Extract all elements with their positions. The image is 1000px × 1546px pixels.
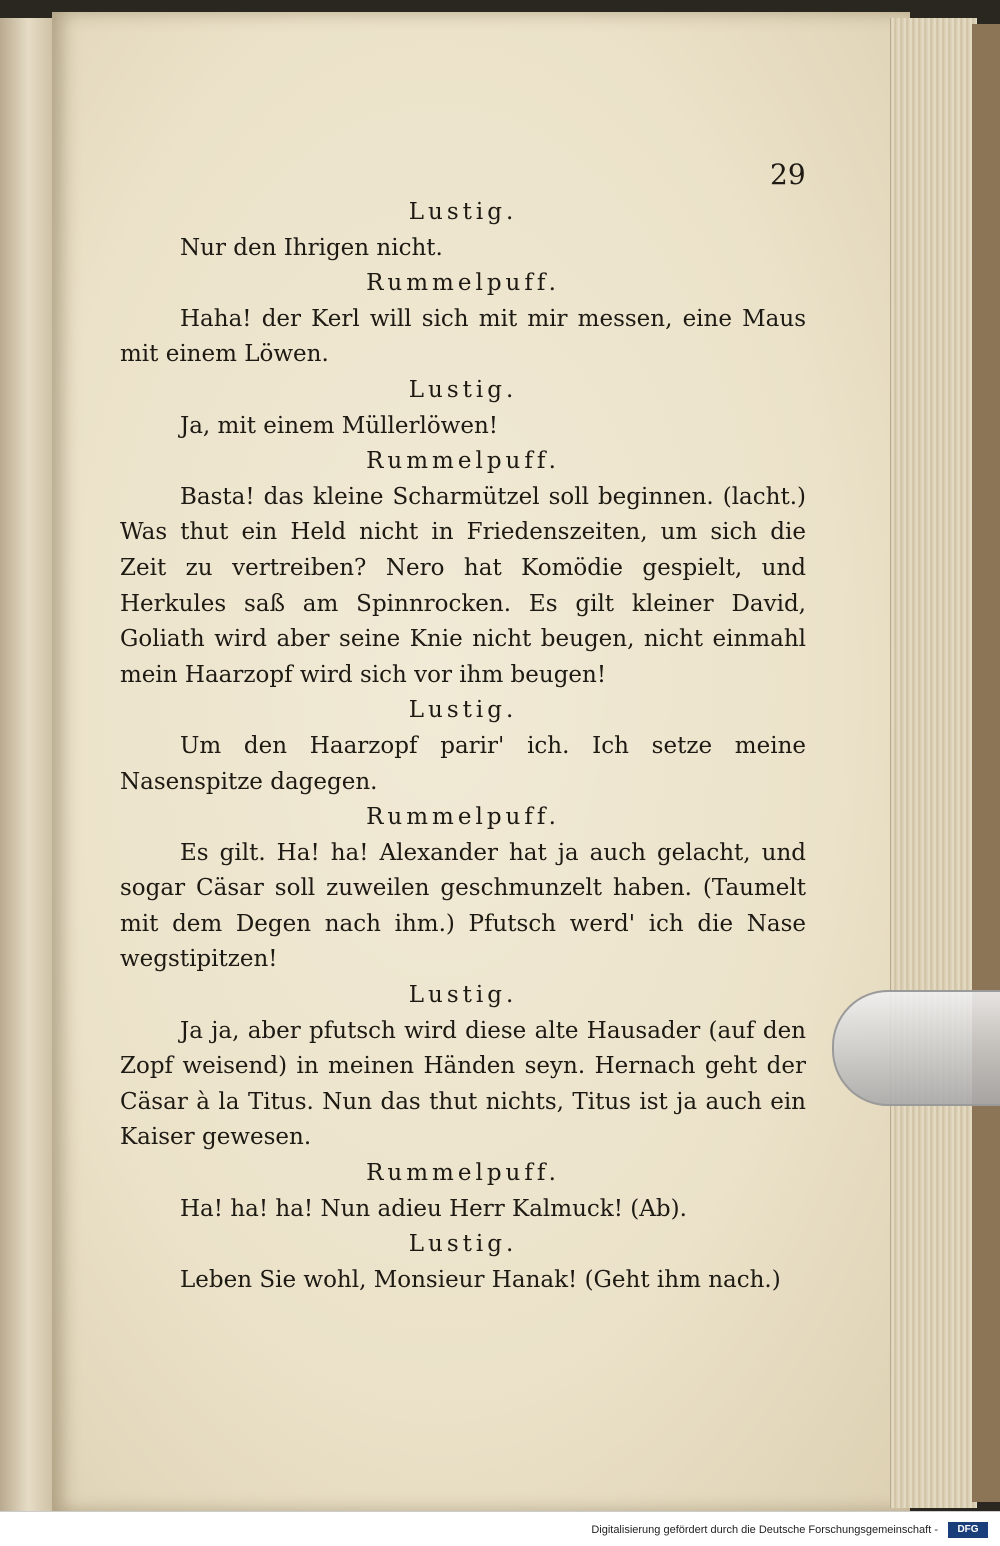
dialogue-line: Es gilt. Ha! ha! Alexander hat ja auch gelacht, und sogar Cäsar soll zuweilen geschmunzelt haben. (Taumelt mit dem Degen nach ihm.) Pfutsch werd' ich die Nase wegstipitzen! [120,839,806,973]
dialogue-line: Nur den Ihrigen nicht. [180,234,443,261]
speaker-name: Rummelpuff. [366,270,560,297]
page-stack-edge [890,18,977,1508]
dialogue-line: Ja ja, aber pfutsch wird diese alte Hausader (auf den Zopf weisend) in meinen Händen seyn. Hernach geht der Cäsar à la Titus. Nun das thut nichts, Titus ist ja auch ein Kaiser gewesen. [120,1017,806,1151]
footer-bar [0,1511,1000,1546]
funding-notice: Digitalisierung gefördert durch die Deutsche Forschungsgemeinschaft - [591,1524,938,1536]
dialogue-line: Leben Sie wohl, Monsieur Hanak! (Geht ihm nach.) [180,1266,781,1293]
speaker-name: Rummelpuff. [366,1160,560,1187]
dialogue-line: Basta! das kleine Scharmützel soll beginnen. (lacht.) Was thut ein Held nicht in Friedenszeiten, um sich die Zeit zu vertreiben? Nero hat Komödie gespielt, und Herkules saß am Spinnrocken. Es gilt kleiner David, Goliath wird aber seine Knie nicht beugen, nicht einmahl mein Haarzopf wird sich vor ihm beugen! [120,483,806,688]
book-cover-edge [972,24,1000,1502]
page-number: 29 [770,158,806,191]
speaker-name: Lustig. [408,982,518,1009]
speaker-name: Lustig. [408,697,518,724]
dialogue-line: Ha! ha! ha! Nun adieu Herr Kalmuck! (Ab). [180,1195,687,1222]
play-text [120,195,806,1298]
dfg-logo: DFG [948,1522,988,1538]
page-holder-clip [832,990,1000,1106]
dialogue-line: Um den Haarzopf parir' ich. Ich setze meine Nasenspitze dagegen. [120,732,806,795]
speaker-name: Rummelpuff. [366,448,560,475]
dialogue-line: Haha! der Kerl will sich mit mir messen, eine Maus mit einem Löwen. [120,305,806,368]
speaker-name: Rummelpuff. [366,804,560,831]
speaker-name: Lustig. [408,199,518,225]
speaker-name: Lustig. [408,376,518,403]
dialogue-line: Ja, mit einem Müllerlöwen! [180,412,499,439]
speaker-name: Lustig. [408,1231,518,1258]
previous-page-edge [0,18,54,1518]
